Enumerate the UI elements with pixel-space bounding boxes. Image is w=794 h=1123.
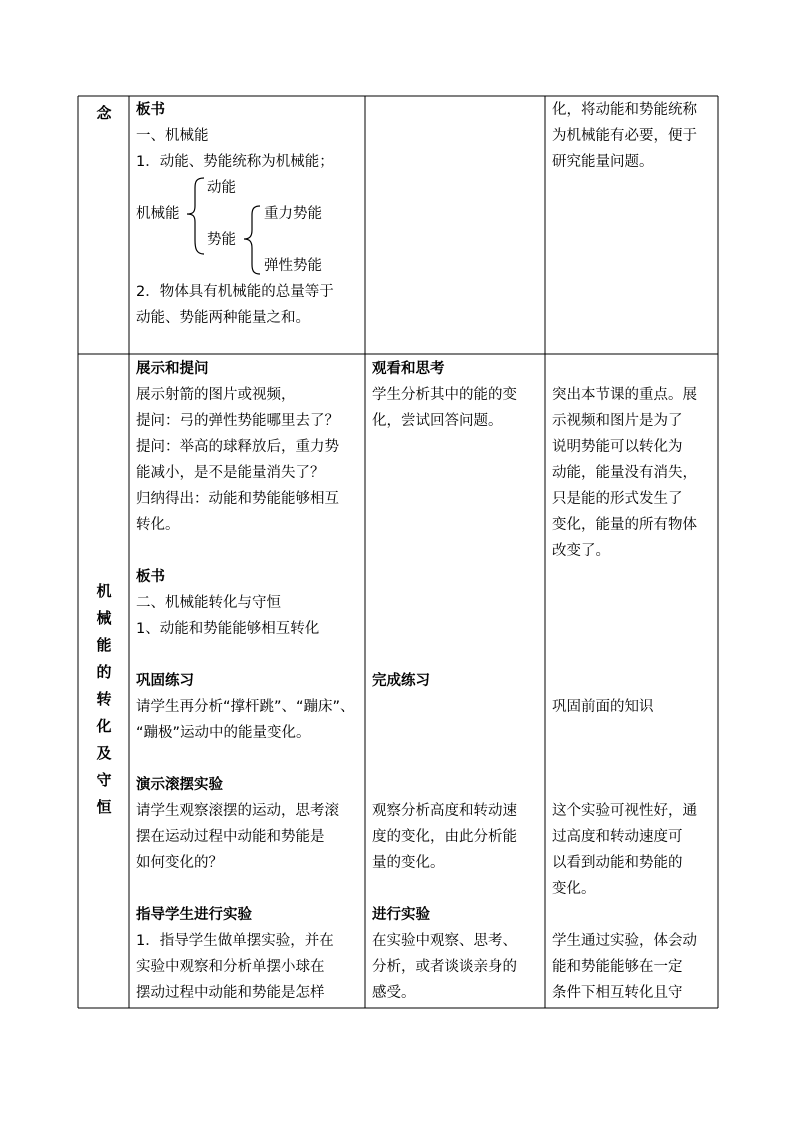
row2-section-label: 机 械 能 的 转 化 及 守 恒 — [96, 582, 112, 816]
teacher-line: 请学生观察滚摆的运动，思考滚 — [136, 803, 339, 819]
blank-line — [552, 616, 697, 642]
teacher-line: 摆动过程中动能和势能是怎样 — [136, 985, 325, 1001]
teacher-line: 提问：举高的球释放后，重力势 — [136, 439, 339, 455]
intent-line: 条件下相互转化且守 — [552, 985, 683, 1001]
intent-line: 研究能量问题。 — [552, 154, 654, 170]
row2-student-activities — [372, 356, 517, 1006]
blank-line — [552, 746, 697, 772]
teacher-line: “蹦极”运动中的能量变化。 — [136, 725, 311, 741]
teacher-line: 转化。 — [136, 517, 180, 533]
row2-teacher-activities — [136, 356, 355, 1006]
blank-line — [136, 876, 355, 902]
blank-line — [372, 590, 517, 616]
diagram-potential: 势能 — [207, 232, 236, 248]
board-line: 一、机械能 — [136, 128, 209, 144]
teacher-line: 能减小，是不是能量消失了？ — [136, 465, 325, 481]
board-line: 动能、势能两种能量之和。 — [136, 310, 310, 326]
teacher-line: 如何变化的？ — [136, 855, 223, 871]
blank-line — [372, 876, 517, 902]
intent-line: 改变了。 — [552, 543, 610, 559]
board-heading: 板书 — [136, 102, 165, 118]
intent-line: 只是能的形式发生了 — [552, 491, 683, 507]
student-line: 进行实验 — [372, 907, 430, 923]
intent-line: 为机械能有必要，便于 — [552, 128, 697, 144]
diagram-elastic: 弹性势能 — [264, 258, 322, 274]
blank-line — [372, 720, 517, 746]
blank-line — [552, 720, 697, 746]
blank-line — [552, 356, 697, 382]
intent-line: 巩固前面的知识 — [552, 699, 654, 715]
student-line: 感受。 — [372, 985, 416, 1001]
student-line: 度的变化，由此分析能 — [372, 829, 517, 845]
blank-line — [552, 590, 697, 616]
row2-design-intent — [552, 356, 697, 1006]
teacher-line: 归纳得出：动能和势能能够相互 — [136, 491, 339, 507]
row1-board-notes — [136, 97, 334, 175]
blank-line — [372, 564, 517, 590]
teacher-line: 二、机械能转化与守恒 — [136, 595, 281, 611]
teacher-line: 1、动能和势能能够相互转化 — [136, 621, 320, 637]
brace-icon — [184, 176, 210, 258]
intent-line: 变化。 — [552, 881, 596, 897]
student-line: 在实验中观察、思考、 — [372, 933, 517, 949]
blank-line — [372, 460, 517, 486]
blank-line — [372, 772, 517, 798]
board-line: 1．动能、势能统称为机械能； — [136, 154, 334, 170]
teacher-line: 展示射箭的图片或视频， — [136, 387, 296, 403]
student-line: 分析，或者谈谈亲身的 — [372, 959, 517, 975]
diagram-root: 机械能 — [136, 206, 180, 222]
teacher-line: 巩固练习 — [136, 673, 194, 689]
blank-line — [372, 746, 517, 772]
blank-line — [552, 902, 697, 928]
teacher-line: 指导学生进行实验 — [136, 907, 252, 923]
teacher-line: 展示和提问 — [136, 361, 209, 377]
diagram-kinetic: 动能 — [207, 180, 236, 196]
teacher-line: 提问：弓的弹性势能哪里去了？ — [136, 413, 339, 429]
student-line: 化，尝试回答问题。 — [372, 413, 503, 429]
teacher-line: 板书 — [136, 569, 165, 585]
blank-line — [136, 642, 355, 668]
teacher-line: 1．指导学生做单摆实验，并在 — [136, 933, 334, 949]
student-line: 量的变化。 — [372, 855, 445, 871]
blank-line — [136, 746, 355, 772]
intent-line: 变化，能量的所有物体 — [552, 517, 697, 533]
blank-line — [136, 538, 355, 564]
diagram-gravity: 重力势能 — [264, 206, 322, 222]
intent-line: 示视频和图片是为了 — [552, 413, 683, 429]
blank-line — [372, 616, 517, 642]
teacher-line: 实验中观察和分析单摆小球在 — [136, 959, 325, 975]
row1-section-label: 念 — [96, 104, 112, 122]
intent-line: 这个实验可视性好，通 — [552, 803, 697, 819]
teacher-line: 演示滚摆实验 — [136, 777, 223, 793]
student-line: 观察分析高度和转动速 — [372, 803, 517, 819]
blank-line — [372, 434, 517, 460]
intent-line: 说明势能可以转化为 — [552, 439, 683, 455]
intent-line: 以看到动能和势能的 — [552, 855, 683, 871]
blank-line — [372, 642, 517, 668]
brace-icon — [240, 204, 264, 278]
intent-line: 过高度和转动速度可 — [552, 829, 683, 845]
blank-line — [552, 642, 697, 668]
blank-line — [552, 668, 697, 694]
blank-line — [552, 564, 697, 590]
blank-line — [372, 512, 517, 538]
teacher-line: 摆在运动过程中动能和势能是 — [136, 829, 325, 845]
student-line: 学生分析其中的能的变 — [372, 387, 517, 403]
teacher-line: 请学生再分析“撑杆跳”、“蹦床”、 — [136, 699, 355, 715]
student-line: 观看和思考 — [372, 361, 445, 377]
intent-line: 突出本节课的重点。展 — [552, 387, 697, 403]
blank-line — [372, 538, 517, 564]
blank-line — [372, 694, 517, 720]
intent-line: 化，将动能和势能统称 — [552, 102, 697, 118]
blank-line — [552, 772, 697, 798]
intent-line: 能和势能能够在一定 — [552, 959, 683, 975]
row1-board-notes-cont — [136, 279, 334, 331]
intent-line: 动能，能量没有消失， — [552, 465, 697, 481]
student-line: 完成练习 — [372, 673, 430, 689]
board-line: 2．物体具有机械能的总量等于 — [136, 284, 334, 300]
blank-line — [372, 486, 517, 512]
intent-line: 学生通过实验，体会动 — [552, 933, 697, 949]
row1-design-intent — [552, 97, 697, 175]
